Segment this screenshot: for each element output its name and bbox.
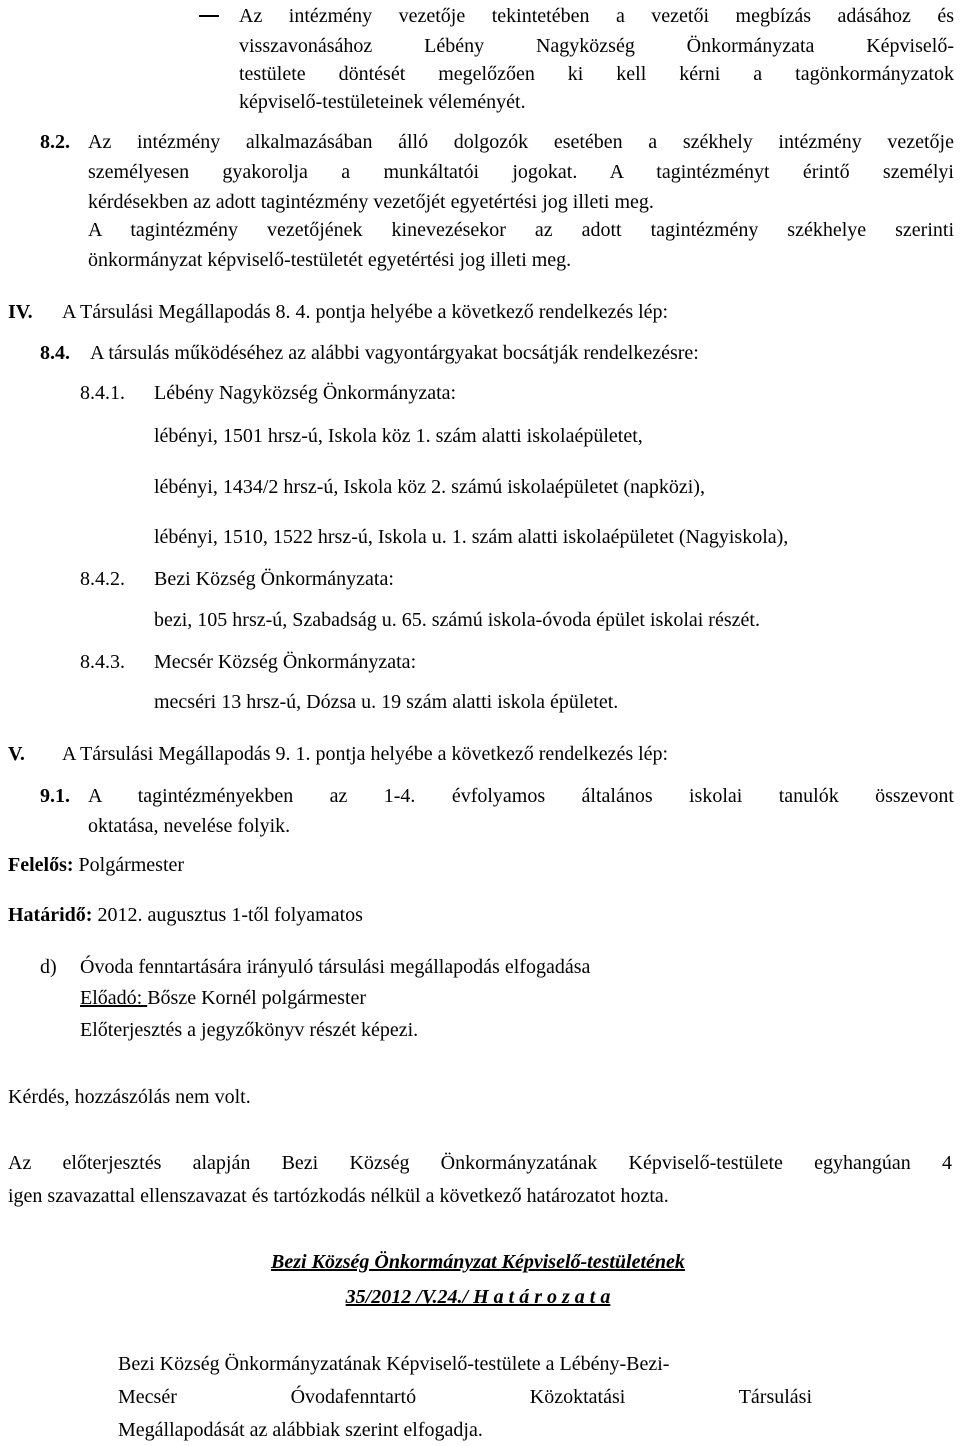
section-9-1-number: 9.1. (40, 785, 70, 807)
bullet-line: visszavonásához Lébény Nagyközség Önkormányzata Képviselő- (239, 35, 954, 57)
bullet-line: képviselő-testületeinek véleményét. (239, 91, 526, 113)
item-d-letter: d) (40, 956, 57, 978)
asset-line: lébényi, 1510, 1522 hrsz-ú, Iskola u. 1. szám alatti iskolaépületet (Nagyiskola), (154, 526, 789, 548)
section-line: A tagintézmény vezetőjének kinevezésekor az adott tagintézmény székhelye szerinti (88, 219, 954, 241)
resolution-title: Bezi Község Önkormányzat Képviselő-testületének (271, 1251, 685, 1273)
deadline-label: Határidő: (8, 904, 93, 926)
item-number: 8.4.3. (80, 651, 125, 673)
presenter-name: Bősze Kornél polgármester (147, 987, 367, 1009)
responsible-line (8, 851, 184, 879)
item-owner: Lébény Nagyközség Önkormányzata: (154, 382, 457, 404)
deadline-line (8, 901, 363, 929)
section-8-4-number: 8.4. (40, 342, 70, 364)
asset-line: bezi, 105 hrsz-ú, Szabadság u. 65. számú iskola-óvoda épület iskolai részét. (154, 609, 760, 631)
dash-bullet-icon (199, 15, 219, 17)
resolution-body-line: Bezi Község Önkormányzatának Képviselő-testülete a Lébény-Bezi- (118, 1353, 670, 1375)
section-line: kérdésekben az adott tagintézmény vezetőjét egyetértési jog illeti meg. (88, 191, 654, 213)
section-line: személyesen gyakorolja a munkáltatói jogokat. A tagintézményt érintő személyi (88, 161, 954, 183)
item-number: 8.4.1. (80, 382, 125, 404)
section-IV-text: A Társulási Megállapodás 8. 4. pontja helyébe a következő rendelkezés lép: (62, 301, 669, 323)
item-d-presenter (80, 984, 366, 1012)
item-owner: Mecsér Község Önkormányzata: (154, 651, 417, 673)
responsible-label: Felelős: (8, 854, 74, 876)
asset-line: lébényi, 1501 hrsz-ú, Iskola köz 1. szám alatti iskolaépületet, (154, 425, 643, 447)
section-8-4-text: A társulás működéséhez az alábbi vagyontárgyakat bocsátják rendelkezésre: (90, 342, 699, 364)
asset-line: lébényi, 1434/2 hrsz-ú, Iskola köz 2. számú iskolaépületet (napközi), (154, 476, 705, 498)
section-line: önkormányzat képviselő-testületét egyetértési jog illeti meg. (88, 249, 572, 271)
bullet-line: testülete döntését megelőzően ki kell kérni a tagönkormányzatok (239, 63, 954, 85)
section-line: Az intézmény alkalmazásában álló dolgozók esetében a székhely intézmény vezetője (88, 131, 954, 153)
item-d-title: Óvoda fenntartására irányuló társulási megállapodás elfogadása (80, 956, 591, 978)
questions-line: Kérdés, hozzászólás nem volt. (8, 1086, 251, 1108)
asset-line: mecséri 13 hrsz-ú, Dózsa u. 19 szám alatti iskola épületet. (154, 691, 619, 713)
bullet-line: Az intézmény vezetője tekintetében a vezetői megbízás adásához és (239, 5, 954, 27)
resolution-body-line: Mecsér Óvodafenntartó Közoktatási Társulási (118, 1386, 812, 1408)
section-number: 8.2. (40, 131, 70, 153)
item-owner: Bezi Község Önkormányzata: (154, 568, 394, 590)
section-9-1-line: oktatása, nevelése folyik. (88, 815, 291, 837)
deadline-value: 2012. augusztus 1-től folyamatos (92, 904, 363, 926)
resolution-body-line: Megállapodását az alábbiak szerint elfogadja. (118, 1419, 483, 1441)
section-V-numeral: V. (8, 743, 25, 765)
presenter-label: Előadó: (80, 987, 148, 1009)
section-V-text: A Társulási Megállapodás 9. 1. pontja helyébe a következő rendelkezés lép: (62, 743, 669, 765)
vote-line: Az előterjesztés alapján Bezi Község Önkormányzatának Képviselő-testülete egyhangúan 4 (8, 1152, 952, 1174)
section-9-1-line: A tagintézményekben az 1-4. évfolyamos általános iskolai tanulók összevont (88, 785, 954, 807)
responsible-value: Polgármester (73, 854, 185, 876)
top-bullet (0, 0, 960, 120)
item-d-note: Előterjesztés a jegyzőkönyv részét képezi. (80, 1019, 419, 1041)
item-number: 8.4.2. (80, 568, 125, 590)
resolution-number: 35/2012 /V.24./ H a t á r o z a t a (345, 1286, 611, 1308)
section-IV-numeral: IV. (8, 301, 33, 323)
vote-line: igen szavazattal ellenszavazat és tartózkodás nélkül a következő határozatot hozta. (8, 1185, 669, 1207)
